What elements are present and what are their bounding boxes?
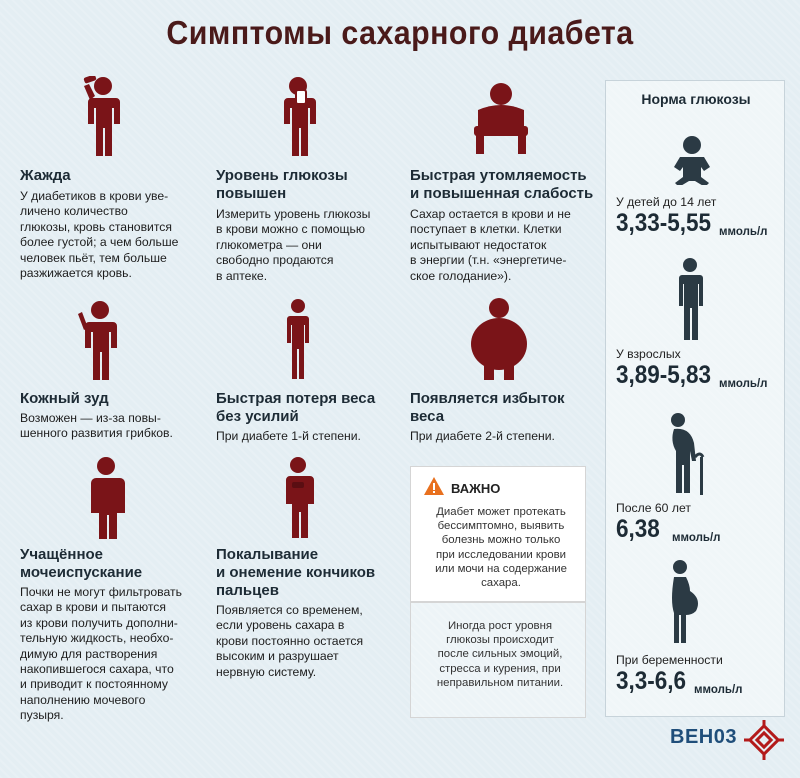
glucometer-person-icon <box>276 76 326 158</box>
drinking-person-icon <box>76 76 126 158</box>
norm-label-over60: После 60 лет <box>616 501 691 515</box>
warning-text: Диабет может протекать бессимптомно, выявить болезнь можно только при исследовании крови или мочи на содержание сахара. <box>435 506 567 590</box>
elderly-icon <box>664 411 710 497</box>
glucose-norm-panel <box>605 80 785 717</box>
thin-person-icon <box>280 298 316 382</box>
symptom-text-itch: Возможен — из-за повы- шенного развития грибков. <box>20 411 173 441</box>
symptom-title-numbness: Покалывание и онемение кончиков пальцев <box>216 546 376 599</box>
urination-person-icon <box>84 456 128 540</box>
norm-unit-children: ммоль/л <box>719 226 768 238</box>
norm-label-adults: У взрослых <box>616 347 681 361</box>
itching-person-icon <box>76 300 126 382</box>
norm-label-pregnancy: При беременности <box>616 653 723 667</box>
symptom-text-weight-gain: При диабете 2-й степени. <box>410 429 555 443</box>
symptom-title-glucose: Уровень глюкозы повышен <box>216 167 348 202</box>
norm-value-over60: 6,38 <box>616 515 660 543</box>
symptom-text-glucose: Измерить уровень глюкозы в крови можно с помощью глюкометра — они свободно продаются в аптеке. <box>216 207 371 283</box>
warning-title: ВАЖНО <box>451 481 501 496</box>
symptom-title-fatigue: Быстрая утомляемость и повышенная слабость <box>410 167 594 202</box>
norm-value-adults: 3,89-5,83 <box>616 361 712 389</box>
norm-title: Норма глюкозы <box>641 91 751 107</box>
symptom-text-thirst: У диабетиков в крови уве- личено количество глюкозы, кровь становится более густой; а чем больше человек пьёт, тем больше разжижается кровь. <box>20 189 179 281</box>
note-text: Иногда рост уровня глюкозы происходит после сильных эмоций, стресса и курения, при неправильном питании. <box>436 620 564 689</box>
symptom-title-urination: Учащённое мочеиспускание <box>20 546 143 581</box>
warning-icon <box>423 476 445 496</box>
page-title: Симптомы сахарного диабета <box>166 14 634 51</box>
symptom-title-thirst: Жажда <box>20 167 71 184</box>
symptom-title-itch: Кожный зуд <box>20 390 109 407</box>
note-box <box>410 602 586 718</box>
numbness-person-icon <box>278 456 318 540</box>
logo-text: ВЕН03 <box>670 726 737 748</box>
overweight-person-icon <box>466 296 532 382</box>
norm-label-children: У детей до 14 лет <box>616 195 717 209</box>
symptom-text-fatigue: Сахар остается в крови и не поступает в клетки. Клетки испытывают недостаток в энергии (т.н. «энергетиче- ское голодание»). <box>410 207 571 283</box>
norm-unit-over60: ммоль/л <box>672 532 721 544</box>
symptom-title-weight-gain: Появляется избыток веса <box>410 390 565 425</box>
adult-icon <box>674 257 706 343</box>
symptom-text-numbness: Появляется со временем, если уровень сахара в крови постоянно остается высоким и разрушает нервную систему. <box>216 603 364 679</box>
warning-box <box>410 466 586 602</box>
norm-value-pregnancy: 3,3-6,6 <box>616 667 687 695</box>
symptom-text-urination: Почки не могут фильтровать сахар в крови и пытаются из крови получить дополни- тельную жидкость, необхо- димую для растворения накопившегося сахара, что и приводит к постоянному наполнению мочевого пузыря. <box>20 585 182 723</box>
norm-unit-adults: ммоль/л <box>719 378 768 390</box>
symptom-text-weight-loss: При диабете 1-й степени. <box>216 429 361 443</box>
norm-value-children: 3,33-5,55 <box>616 209 712 237</box>
norm-unit-pregnancy: ммоль/л <box>694 684 743 696</box>
pregnant-icon <box>664 559 704 645</box>
logo-ornament-icon <box>744 720 784 760</box>
baby-icon <box>668 135 716 185</box>
symptom-title-weight-loss: Быстрая потеря веса без усилий <box>216 390 376 425</box>
tired-person-icon <box>466 80 536 156</box>
